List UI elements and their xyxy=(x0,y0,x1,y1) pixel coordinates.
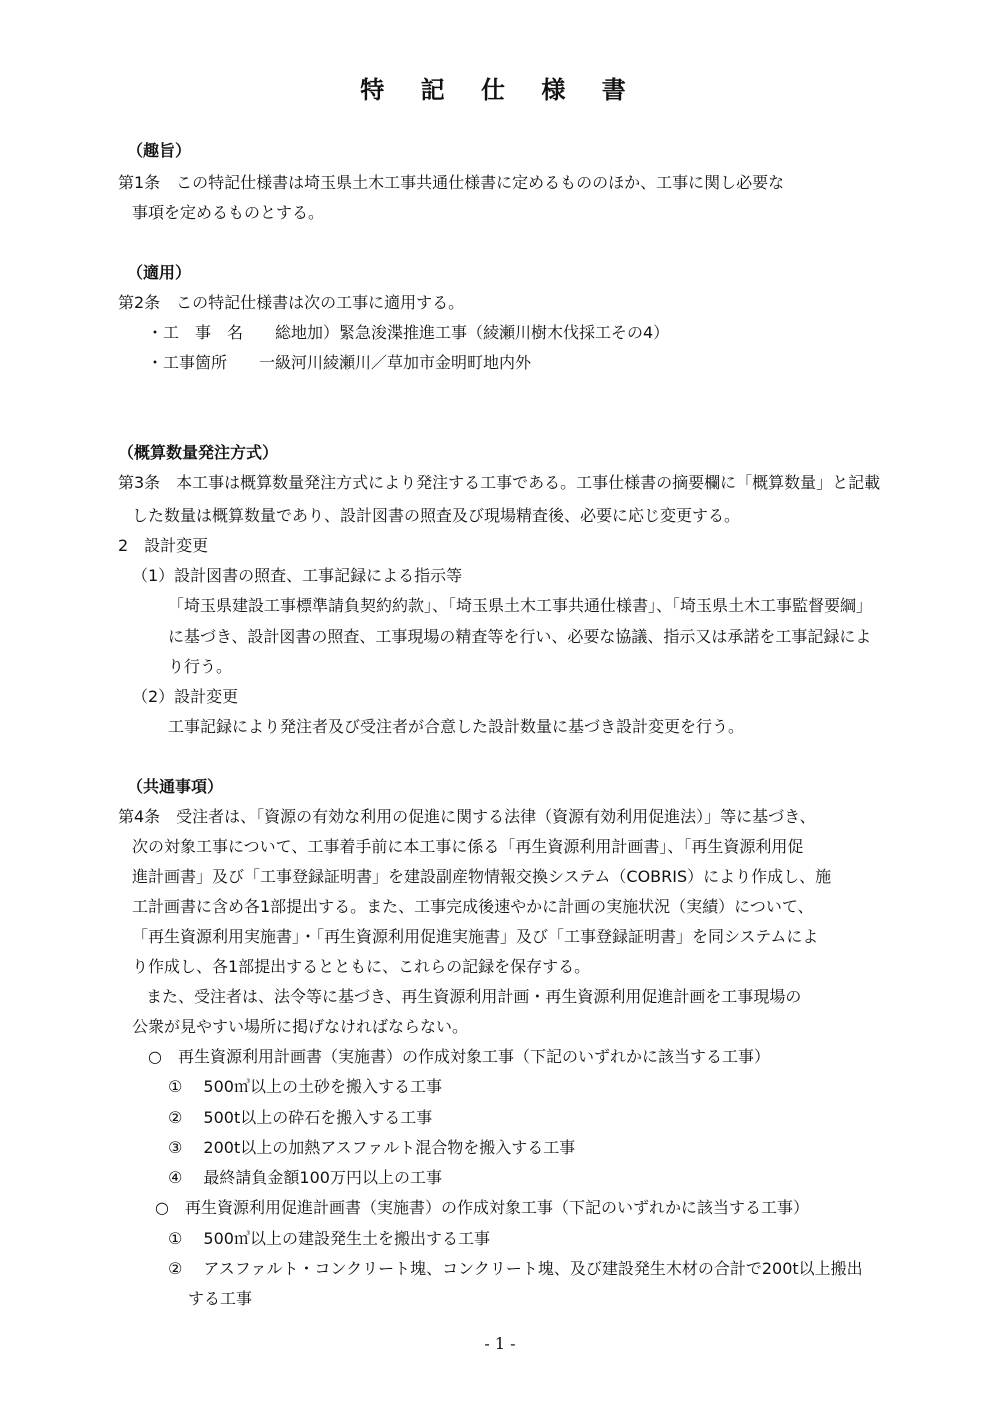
body-text-line: 第3条 本工事は概算数量発注方式により発注する工事である。工事仕様書の摘要欄に「概算数量」と記載 xyxy=(118,473,881,492)
page-number: - 1 - xyxy=(484,1334,516,1353)
body-text-line: 第2条 この特記仕様書は次の工事に適用する。 xyxy=(118,293,465,312)
body-text-line: 進計画書」及び「工事登録証明書」を建設副産物情報交換システム（COBRIS）により作成し、施 xyxy=(132,867,832,886)
body-text-line: ○ 再生資源利用促進計画書（実施書）の作成対象工事（下記のいずれかに該当する工事） xyxy=(155,1198,809,1217)
section-heading: （趣旨） xyxy=(127,141,192,160)
body-text-line: ② アスファルト・コンクリート塊、コンクリート塊、及び建設発生木材の合計で200t以上搬出 xyxy=(168,1259,863,1278)
body-text-line: ① 500㎥以上の土砂を搬入する工事 xyxy=(168,1077,442,1096)
body-text-line: 第1条 この特記仕様書は埼玉県土木工事共通仕様書に定めるもののほか、工事に関し必要な xyxy=(118,173,785,192)
document-title: 特 記 仕 様 書 xyxy=(360,76,640,104)
body-text-line: ・工 事 名 総地加）緊急浚渫推進工事（綾瀬川樹木伐採工その4） xyxy=(147,323,670,342)
body-text-line: ③ 200t以上の加熱アスファルト混合物を搬入する工事 xyxy=(168,1138,576,1157)
body-text-line: また、受注者は、法令等に基づき、再生資源利用計画・再生資源利用促進計画を工事現場の xyxy=(146,987,802,1006)
body-text-line: 2 設計変更 xyxy=(118,536,209,555)
body-text-line: 第4条 受注者は、「資源の有効な利用の促進に関する法律（資源有効利用促進法）」等に基づき、 xyxy=(118,807,816,826)
body-text-line: ④ 最終請負金額100万円以上の工事 xyxy=(168,1168,442,1187)
section-heading: （共通事項） xyxy=(127,777,224,796)
body-text-line: した数量は概算数量であり、設計図書の照査及び現場精査後、必要に応じ変更する。 xyxy=(132,506,741,525)
section-heading: （適用） xyxy=(127,263,192,282)
body-text-line: 公衆が見やすい場所に掲げなければならない。 xyxy=(132,1017,469,1036)
body-text-line: に基づき、設計図書の照査、工事現場の精査等を行い、必要な協議、指示又は承諾を工事記録によ xyxy=(168,627,872,646)
body-text-line: 「埼玉県建設工事標準請負契約約款」、「埼玉県土木工事共通仕様書」、「埼玉県土木工事監督要綱」 xyxy=(168,596,873,615)
body-text-line: 工計画書に含め各1部提出する。また、工事完成後速やかに計画の実施状況（実績）について、 xyxy=(132,897,814,916)
body-text-line: （2）設計変更 xyxy=(132,687,239,706)
body-text-line: ○ 再生資源利用計画書（実施書）の作成対象工事（下記のいずれかに該当する工事） xyxy=(148,1047,770,1066)
body-text-line: り行う。 xyxy=(168,657,233,676)
body-text-line: する工事 xyxy=(188,1289,253,1308)
body-text-line: 「再生資源利用実施書」・「再生資源利用促進実施書」及び「工事登録証明書」を同システムによ xyxy=(132,927,819,946)
body-text-line: 事項を定めるものとする。 xyxy=(132,203,325,222)
body-text-line: ・工事箇所 一級河川綾瀬川／草加市金明町地内外 xyxy=(147,353,532,372)
body-text-line: 工事記録により発注者及び受注者が合意した設計数量に基づき設計変更を行う。 xyxy=(168,717,745,736)
body-text-line: （1）設計図書の照査、工事記録による指示等 xyxy=(132,566,463,585)
body-text-line: ① 500㎥以上の建設発生土を搬出する工事 xyxy=(168,1229,490,1248)
body-text-line: ② 500t以上の砕石を搬入する工事 xyxy=(168,1108,433,1127)
body-text-line: り作成し、各1部提出するとともに、これらの記録を保存する。 xyxy=(132,957,591,976)
body-text-line: 次の対象工事について、工事着手前に本工事に係る「再生資源利用計画書」、「再生資源利用促 xyxy=(132,837,804,856)
section-heading: （概算数量発注方式） xyxy=(118,443,279,462)
